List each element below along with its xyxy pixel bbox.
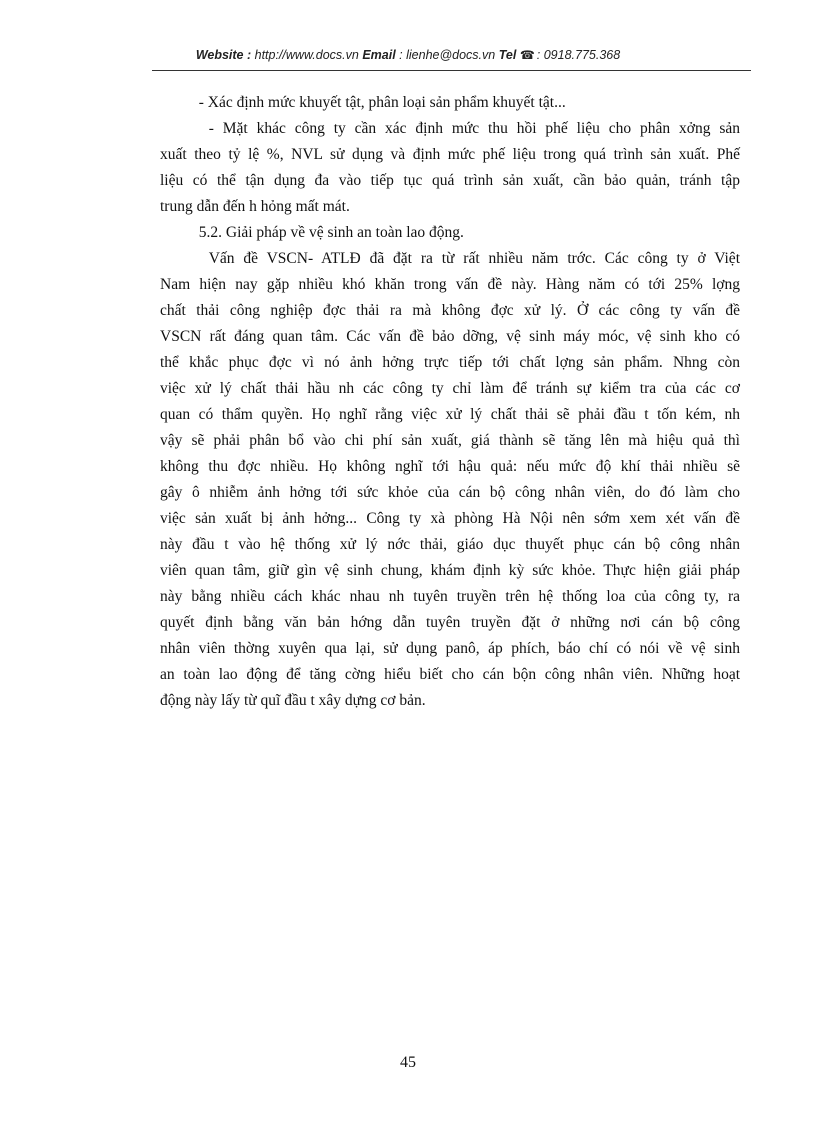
text-line: động này lấy từ quĩ đầu t xây dựng cơ bản. bbox=[160, 692, 426, 709]
text-line: này bằng nhiều cách khác nhau nh tuyên truyền trên hệ thống loa của công ty, ra bbox=[160, 588, 740, 605]
tel-number: : 0918.775.368 bbox=[536, 48, 621, 62]
text-line: Vấn đề VSCN- ATLĐ đã đặt ra từ rất nhiều năm trớc. Các công ty ở Việt bbox=[160, 250, 740, 267]
text-line: việc xử lý chất thải hầu nh các công ty chỉ làm để tránh sự kiểm tra của các cơ bbox=[160, 380, 740, 397]
text-line: - Mặt khác công ty cần xác định mức thu hồi phế liệu cho phân xởng sản bbox=[160, 120, 740, 137]
text-line: việc sản xuất bị ảnh hởng... Công ty xà phòng Hà Nội nên sớm xem xét vấn đề bbox=[160, 510, 740, 527]
text-line: thể khắc phục đợc vì nó ảnh hởng trực tiếp tới chất lợng sản phẩm. Nhng còn bbox=[160, 354, 740, 371]
text-line: viên quan tâm, giữ gìn vệ sinh chung, khám định kỳ sức khỏe. Thực hiện giải pháp bbox=[160, 562, 740, 579]
tel-label: Tel bbox=[498, 48, 517, 62]
text-line: quan có thẩm quyền. Họ nghĩ rằng việc xử lý chất thải sẽ phải đầu t tốn kém, nh bbox=[160, 406, 740, 423]
page-number: 45 bbox=[400, 1054, 416, 1071]
text-line: 5.2. Giải pháp về vệ sinh an toàn lao động. bbox=[160, 224, 464, 241]
text-line: liệu có thể tận dụng đa vào tiếp tục quá trình sản xuất, cần bảo quản, tránh tập bbox=[160, 172, 740, 189]
text-line: nhân viên thờng xuyên qua lại, sử dụng panô, áp phích, báo chí có nói về vệ sinh bbox=[160, 640, 740, 657]
text-line: chất thải công nghiệp đợc thải ra mà không đợc xử lý. Ở các công ty vấn đề bbox=[160, 302, 740, 319]
text-line: gây ô nhiễm ảnh hởng tới sức khỏe của cán bộ công nhân viên, do đó làm cho bbox=[160, 484, 740, 501]
text-line: không thu đợc nhiều. Họ không nghĩ tới hậu quả: nếu mức độ khí thải nhiều sẽ bbox=[160, 458, 740, 475]
text-line: - Xác định mức khuyết tật, phân loại sản phẩm khuyết tật... bbox=[160, 94, 566, 111]
email-label: Email bbox=[362, 48, 396, 62]
email-address[interactable]: : lienhe@docs.vn bbox=[395, 48, 499, 62]
text-line: quyết định bằng văn bản hớng dẫn tuyên truyền đặt ở những nơi cán bộ công bbox=[160, 614, 740, 631]
website-label: Website : bbox=[195, 48, 252, 62]
text-line: VSCN rất đáng quan tâm. Các vấn đề bảo dỡng, vệ sinh máy móc, vệ sinh kho có bbox=[160, 328, 740, 345]
website-url[interactable]: http://www.docs.vn bbox=[251, 48, 363, 62]
phone-icon: ☎ bbox=[519, 48, 535, 62]
text-line: này đầu t vào hệ thống xử lý nớc thải, giáo dục thuyết phục cán bộ công nhân bbox=[160, 536, 740, 553]
text-line: trung dẫn đến h hỏng mất mát. bbox=[160, 198, 350, 215]
page-header bbox=[0, 48, 816, 62]
text-line: Nam hiện nay gặp nhiều khó khăn trong vấn đề này. Hàng năm có tới 25% lợng bbox=[160, 276, 740, 293]
text-line: xuất theo tỷ lệ %, NVL sử dụng và định mức phế liệu trong quá trình sản xuất. Phế bbox=[160, 146, 740, 163]
text-line: vậy sẽ phải phân bổ vào chi phí sản xuất, giá thành sẽ tăng lên mà hiệu quả thì bbox=[160, 432, 740, 449]
text-line: an toàn lao động để tăng cờng hiểu biết cho cán bộn công nhân viên. Những hoạt bbox=[160, 666, 740, 683]
document-body bbox=[160, 90, 740, 714]
header-rule bbox=[152, 70, 751, 71]
